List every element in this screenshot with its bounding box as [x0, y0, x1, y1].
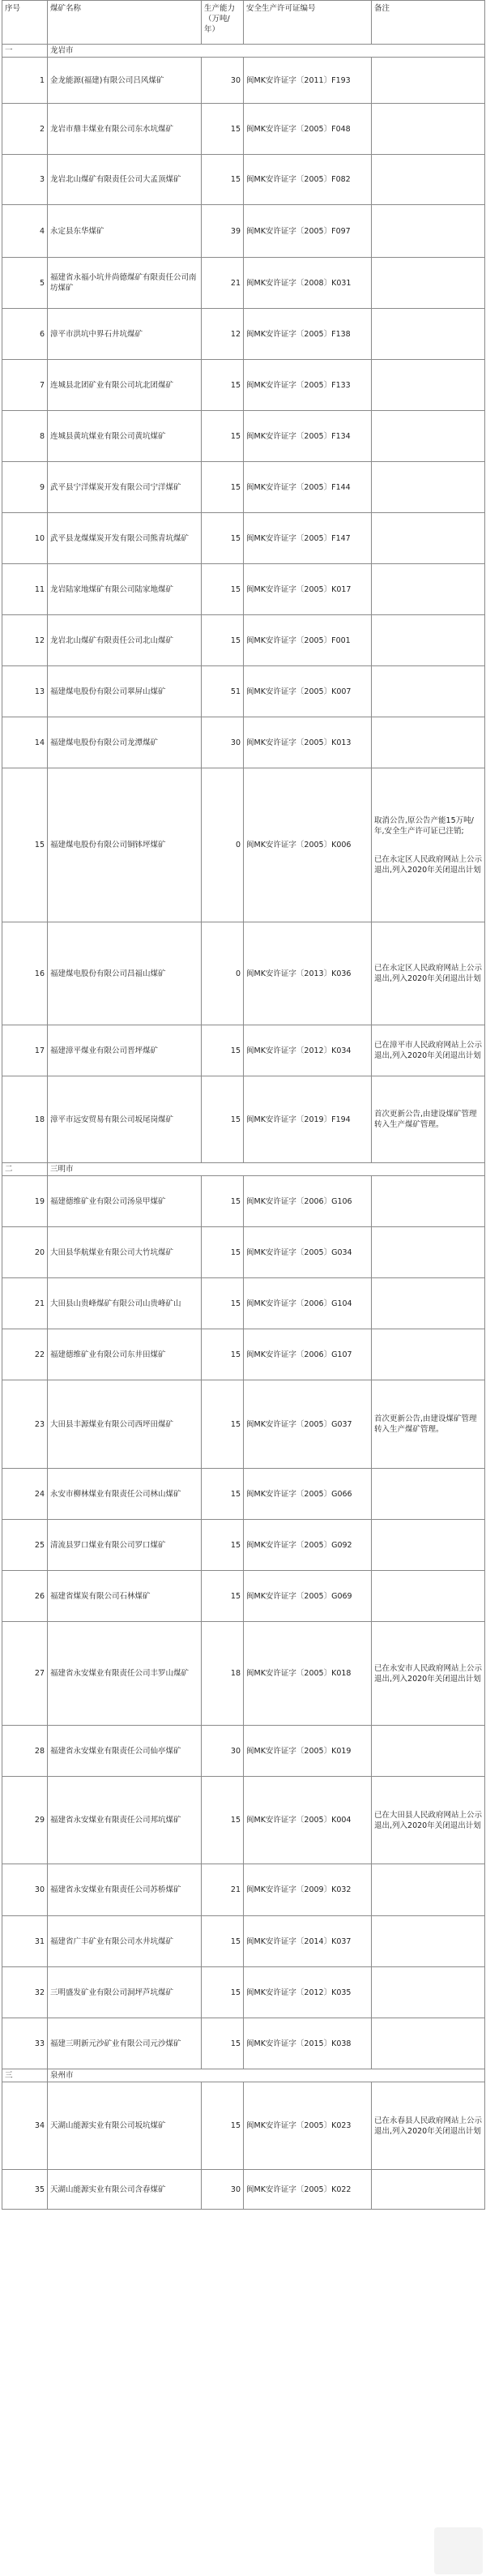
note-cell [372, 1278, 485, 1329]
license-number: 闽MK安许证字〔2005〕K019 [244, 1726, 372, 1777]
capacity-value: 15 [202, 1777, 244, 1864]
table-row [2, 1278, 485, 1329]
table-row [2, 717, 485, 768]
note-cell [372, 1469, 485, 1520]
table-row [2, 1726, 485, 1777]
table-row [2, 1967, 485, 2018]
capacity-value: 15 [202, 1469, 244, 1520]
table-row [2, 2018, 485, 2069]
note-text: 首次更新公告,由建设煤矿管理转入生产煤矿管理。 [374, 1414, 477, 1434]
mine-name: 福建省永福小坑井尚德煤矿有限责任公司南坊煤矿 [48, 258, 202, 309]
note-cell [372, 1227, 485, 1278]
row-no: 11 [2, 564, 48, 615]
table-row [2, 258, 485, 309]
row-no: 18 [2, 1076, 48, 1163]
license-number: 闽MK安许证字〔2005〕F082 [244, 155, 372, 205]
capacity-value: 30 [202, 717, 244, 768]
capacity-value: 39 [202, 205, 244, 258]
license-number: 闽MK安许证字〔2005〕G037 [244, 1380, 372, 1469]
note-cell [372, 2170, 485, 2210]
license-number: 闽MK安许证字〔2012〕K035 [244, 1967, 372, 2018]
note-text: 首次更新公告,由建设煤矿管理转入生产煤矿管理。 [374, 1110, 477, 1129]
group-row [2, 1163, 485, 1176]
capacity-value: 15 [202, 513, 244, 564]
license-number: 闽MK安许证字〔2005〕K018 [244, 1622, 372, 1726]
header-name: 煤矿名称 [48, 1, 202, 45]
header-row [2, 1, 485, 45]
license-number: 闽MK安许证字〔2011〕F193 [244, 58, 372, 104]
capacity-value: 15 [202, 2082, 244, 2170]
row-no: 25 [2, 1520, 48, 1571]
capacity-value: 15 [202, 2018, 244, 2069]
table-row [2, 922, 485, 1025]
capacity-value: 15 [202, 615, 244, 666]
capacity-value: 15 [202, 1380, 244, 1469]
table-row [2, 1227, 485, 1278]
table-row [2, 104, 485, 155]
note-stack [374, 1109, 482, 1130]
note-stack [374, 963, 482, 984]
row-no: 9 [2, 462, 48, 513]
row-no: 26 [2, 1571, 48, 1622]
note-cell [372, 513, 485, 564]
mine-name: 福建德维矿业有限公司汤泉甲煤矿 [48, 1176, 202, 1227]
note-cell [372, 1571, 485, 1622]
capacity-value: 15 [202, 462, 244, 513]
row-no: 12 [2, 615, 48, 666]
row-no: 22 [2, 1329, 48, 1380]
mine-name: 福建省永安煤业有限责任公司仙亭煤矿 [48, 1726, 202, 1777]
mine-name: 福建德维矿业有限公司东井田煤矿 [48, 1329, 202, 1380]
note-cell [372, 1176, 485, 1227]
mine-name: 福建省煤炭有限公司石林煤矿 [48, 1571, 202, 1622]
license-number: 闽MK安许证字〔2005〕F133 [244, 360, 372, 411]
note-cell [372, 104, 485, 155]
note-cell [372, 1967, 485, 2018]
group-name: 三明市 [48, 1163, 485, 1176]
license-number: 闽MK安许证字〔2015〕K038 [244, 2018, 372, 2069]
capacity-value: 15 [202, 1278, 244, 1329]
table-row [2, 1176, 485, 1227]
group-no: 二 [2, 1163, 48, 1176]
mine-name: 天湖山能源实业有限公司含春煤矿 [48, 2170, 202, 2210]
capacity-value: 30 [202, 1726, 244, 1777]
mine-name: 天湖山能源实业有限公司坂坑煤矿 [48, 2082, 202, 2170]
mine-name: 武平县宁洋煤炭开发有限公司宁洋煤矿 [48, 462, 202, 513]
table-row [2, 2082, 485, 2170]
note-cell [372, 462, 485, 513]
license-number: 闽MK安许证字〔2014〕K037 [244, 1916, 372, 1967]
row-no: 17 [2, 1025, 48, 1076]
table-row [2, 360, 485, 411]
note-stack [374, 1663, 482, 1684]
mine-name: 武平县龙煤煤炭开发有限公司熊青坑煤矿 [48, 513, 202, 564]
note-cell [372, 666, 485, 717]
coal-mine-table [2, 0, 485, 2210]
note-stack [374, 1414, 482, 1435]
capacity-value: 15 [202, 360, 244, 411]
capacity-value: 15 [202, 1571, 244, 1622]
note-gap [374, 837, 482, 854]
note-stack [374, 1810, 482, 1831]
row-no: 15 [2, 768, 48, 922]
license-number: 闽MK安许证字〔2005〕K007 [244, 666, 372, 717]
mine-name: 漳平市洪坑中界石井坑煤矿 [48, 309, 202, 360]
license-number: 闽MK安许证字〔2006〕G104 [244, 1278, 372, 1329]
note-cell [372, 615, 485, 666]
note-cell [372, 717, 485, 768]
table-row [2, 564, 485, 615]
mine-name: 福建煤电股份有限公司昌福山煤矿 [48, 922, 202, 1025]
table-row [2, 1777, 485, 1864]
row-no: 4 [2, 205, 48, 258]
capacity-value: 12 [202, 309, 244, 360]
note-cell [372, 258, 485, 309]
note-text: 取消公告,原公告产能15万吨/年,安全生产许可证已注销; [374, 815, 474, 836]
group-no: 三 [2, 2069, 48, 2082]
license-number: 闽MK安许证字〔2012〕K034 [244, 1025, 372, 1076]
license-number: 闽MK安许证字〔2005〕F001 [244, 615, 372, 666]
capacity-value: 30 [202, 58, 244, 104]
row-no: 2 [2, 104, 48, 155]
capacity-value: 15 [202, 1520, 244, 1571]
table-row [2, 1329, 485, 1380]
row-no: 14 [2, 717, 48, 768]
note-text: 已在漳平市人民政府网站上公示退出,列入2020年关闭退出计划 [374, 1041, 483, 1060]
note-cell [372, 360, 485, 411]
capacity-value: 15 [202, 1967, 244, 2018]
note-cell [372, 205, 485, 258]
table-row [2, 309, 485, 360]
capacity-value: 15 [202, 1076, 244, 1163]
license-number: 闽MK安许证字〔2005〕F048 [244, 104, 372, 155]
row-no: 21 [2, 1278, 48, 1329]
row-no: 20 [2, 1227, 48, 1278]
table-body [2, 1, 485, 2210]
group-name: 龙岩市 [48, 45, 485, 58]
row-no: 27 [2, 1622, 48, 1726]
mine-name: 龙岩北山煤矿有限责任公司北山煤矿 [48, 615, 202, 666]
note-cell [372, 2082, 485, 2170]
note-cell [372, 1380, 485, 1469]
row-no: 6 [2, 309, 48, 360]
table-row [2, 1025, 485, 1076]
group-row [2, 2069, 485, 2082]
row-no: 32 [2, 1967, 48, 2018]
table-row [2, 1076, 485, 1163]
license-number: 闽MK安许证字〔2006〕G107 [244, 1329, 372, 1380]
license-number: 闽MK安许证字〔2005〕F147 [244, 513, 372, 564]
note-cell [372, 922, 485, 1025]
header-no: 序号 [2, 1, 48, 45]
note-cell [372, 564, 485, 615]
row-no: 34 [2, 2082, 48, 2170]
note-cell [372, 411, 485, 462]
capacity-value: 21 [202, 1864, 244, 1916]
row-no: 19 [2, 1176, 48, 1227]
capacity-value: 0 [202, 768, 244, 922]
table-row [2, 1380, 485, 1469]
capacity-value: 15 [202, 1916, 244, 1967]
license-number: 闽MK安许证字〔2005〕K017 [244, 564, 372, 615]
license-number: 闽MK安许证字〔2006〕G106 [244, 1176, 372, 1227]
row-no: 3 [2, 155, 48, 205]
header-note: 备注 [372, 1, 485, 45]
license-number: 闽MK安许证字〔2005〕F097 [244, 205, 372, 258]
note-cell [372, 1025, 485, 1076]
mine-name: 清流县罗口煤业有限公司罗口煤矿 [48, 1520, 202, 1571]
mine-name: 龙岩市鼎丰煤业有限公司东水坑煤矿 [48, 104, 202, 155]
note-text: 已在大田县人民政府网站上公示退出,列入2020年关闭退出计划 [374, 1810, 483, 1830]
license-number: 闽MK安许证字〔2005〕F138 [244, 309, 372, 360]
capacity-value: 15 [202, 564, 244, 615]
capacity-value: 18 [202, 1622, 244, 1726]
license-number: 闽MK安许证字〔2005〕K022 [244, 2170, 372, 2210]
note-stack [374, 815, 482, 875]
table-row [2, 462, 485, 513]
license-number: 闽MK安许证字〔2008〕K031 [244, 258, 372, 309]
note-cell [372, 309, 485, 360]
mine-name: 大田县丰源煤业有限公司西坪田煤矿 [48, 1380, 202, 1469]
mine-name: 龙岩陆家地煤矿有限公司陆家地煤矿 [48, 564, 202, 615]
table-row [2, 58, 485, 104]
group-row [2, 45, 485, 58]
license-number: 闽MK安许证字〔2005〕G066 [244, 1469, 372, 1520]
table-row [2, 155, 485, 205]
capacity-value: 15 [202, 1227, 244, 1278]
capacity-value: 51 [202, 666, 244, 717]
row-no: 7 [2, 360, 48, 411]
note-cell [372, 1916, 485, 1967]
header-license: 安全生产许可证编号 [244, 1, 372, 45]
note-text: 已在永定区人民政府网站上公示退出,列入2020年关闭退出计划 [374, 854, 483, 875]
mine-name: 福建省永安煤业有限责任公司苏桥煤矿 [48, 1864, 202, 1916]
table-row [2, 2170, 485, 2210]
mine-name: 漳平市远安贸易有限公司坂尾岗煤矿 [48, 1076, 202, 1163]
row-no: 30 [2, 1864, 48, 1916]
mine-name: 金龙能源(福建)有限公司吕风煤矿 [48, 58, 202, 104]
table-row [2, 1469, 485, 1520]
table-row [2, 1622, 485, 1726]
group-name: 泉州市 [48, 2069, 485, 2082]
license-number: 闽MK安许证字〔2005〕G092 [244, 1520, 372, 1571]
table-row [2, 1571, 485, 1622]
mine-name: 福建三明新元沙矿业有限公司元沙煤矿 [48, 2018, 202, 2069]
row-no: 28 [2, 1726, 48, 1777]
note-text: 已在永定区人民政府网站上公示退出,列入2020年关闭退出计划 [374, 964, 483, 983]
mine-name: 福建省永安煤业有限责任公司邦坑煤矿 [48, 1777, 202, 1864]
mine-name: 永定县东华煤矿 [48, 205, 202, 258]
capacity-value: 15 [202, 1025, 244, 1076]
mine-name: 三明盛发矿业有限公司洞坪芦坑煤矿 [48, 1967, 202, 2018]
mine-name: 龙岩北山煤矿有限责任公司大孟顶煤矿 [48, 155, 202, 205]
license-number: 闽MK安许证字〔2019〕F194 [244, 1076, 372, 1163]
license-number: 闽MK安许证字〔2013〕K036 [244, 922, 372, 1025]
license-number: 闽MK安许证字〔2005〕G034 [244, 1227, 372, 1278]
capacity-value: 21 [202, 258, 244, 309]
note-stack [374, 1040, 482, 1061]
mine-name: 福建省永安煤业有限责任公司丰罗山煤矿 [48, 1622, 202, 1726]
mine-name: 大田县华航煤业有限公司大竹坑煤矿 [48, 1227, 202, 1278]
capacity-value: 15 [202, 155, 244, 205]
note-cell [372, 1864, 485, 1916]
mine-name: 福建省广丰矿业有限公司水井坑煤矿 [48, 1916, 202, 1967]
note-cell [372, 1329, 485, 1380]
license-number: 闽MK安许证字〔2005〕F134 [244, 411, 372, 462]
mine-name: 连城县北团矿业有限公司坑北团煤矿 [48, 360, 202, 411]
table-row [2, 411, 485, 462]
row-no: 8 [2, 411, 48, 462]
mine-name: 福建煤电股份有限公司铜钵坪煤矿 [48, 768, 202, 922]
row-no: 35 [2, 2170, 48, 2210]
row-no: 5 [2, 258, 48, 309]
qr-code-overlay [434, 2527, 483, 2574]
row-no: 29 [2, 1777, 48, 1864]
table-row [2, 1864, 485, 1916]
row-no: 24 [2, 1469, 48, 1520]
license-number: 闽MK安许证字〔2005〕K023 [244, 2082, 372, 2170]
license-number: 闽MK安许证字〔2009〕K032 [244, 1864, 372, 1916]
mine-name: 福建煤电股份有限公司翠屏山煤矿 [48, 666, 202, 717]
note-cell [372, 1622, 485, 1726]
mine-name: 大田县山贵峰煤矿有限公司山贵峰矿山 [48, 1278, 202, 1329]
capacity-value: 0 [202, 922, 244, 1025]
license-number: 闽MK安许证字〔2005〕G069 [244, 1571, 372, 1622]
table-row [2, 768, 485, 922]
note-cell [372, 768, 485, 922]
note-text: 已在永安市人民政府网站上公示退出,列入2020年关闭退出计划 [374, 1663, 483, 1684]
note-cell [372, 155, 485, 205]
table-row [2, 666, 485, 717]
capacity-value: 30 [202, 2170, 244, 2210]
row-no: 23 [2, 1380, 48, 1469]
note-cell [372, 1777, 485, 1864]
table-row [2, 205, 485, 258]
row-no: 16 [2, 922, 48, 1025]
row-no: 33 [2, 2018, 48, 2069]
note-text: 已在永春县人民政府网站上公示退出,列入2020年关闭退出计划 [374, 2116, 483, 2136]
mine-name: 连城县黄坑煤业有限公司黄坑煤矿 [48, 411, 202, 462]
mine-name: 永安市柳林煤业有限责任公司林山煤矿 [48, 1469, 202, 1520]
license-number: 闽MK安许证字〔2005〕K006 [244, 768, 372, 922]
note-cell [372, 1076, 485, 1163]
capacity-value: 15 [202, 104, 244, 155]
header-capacity: 生产能力（万吨/年） [202, 1, 244, 45]
note-cell [372, 2018, 485, 2069]
row-no: 13 [2, 666, 48, 717]
capacity-value: 15 [202, 1176, 244, 1227]
license-number: 闽MK安许证字〔2005〕F144 [244, 462, 372, 513]
mine-name: 福建漳平煤业有限公司晋坪煤矿 [48, 1025, 202, 1076]
note-cell [372, 58, 485, 104]
note-stack [374, 2116, 482, 2137]
row-no: 31 [2, 1916, 48, 1967]
note-cell [372, 1726, 485, 1777]
note-cell [372, 1520, 485, 1571]
group-no: 一 [2, 45, 48, 58]
row-no: 10 [2, 513, 48, 564]
capacity-value: 15 [202, 1329, 244, 1380]
capacity-value: 15 [202, 411, 244, 462]
table-row [2, 1520, 485, 1571]
license-number: 闽MK安许证字〔2005〕K013 [244, 717, 372, 768]
table-row [2, 513, 485, 564]
license-number: 闽MK安许证字〔2005〕K004 [244, 1777, 372, 1864]
table-row [2, 1916, 485, 1967]
row-no: 1 [2, 58, 48, 104]
table-row [2, 615, 485, 666]
mine-name: 福建煤电股份有限公司龙潭煤矿 [48, 717, 202, 768]
